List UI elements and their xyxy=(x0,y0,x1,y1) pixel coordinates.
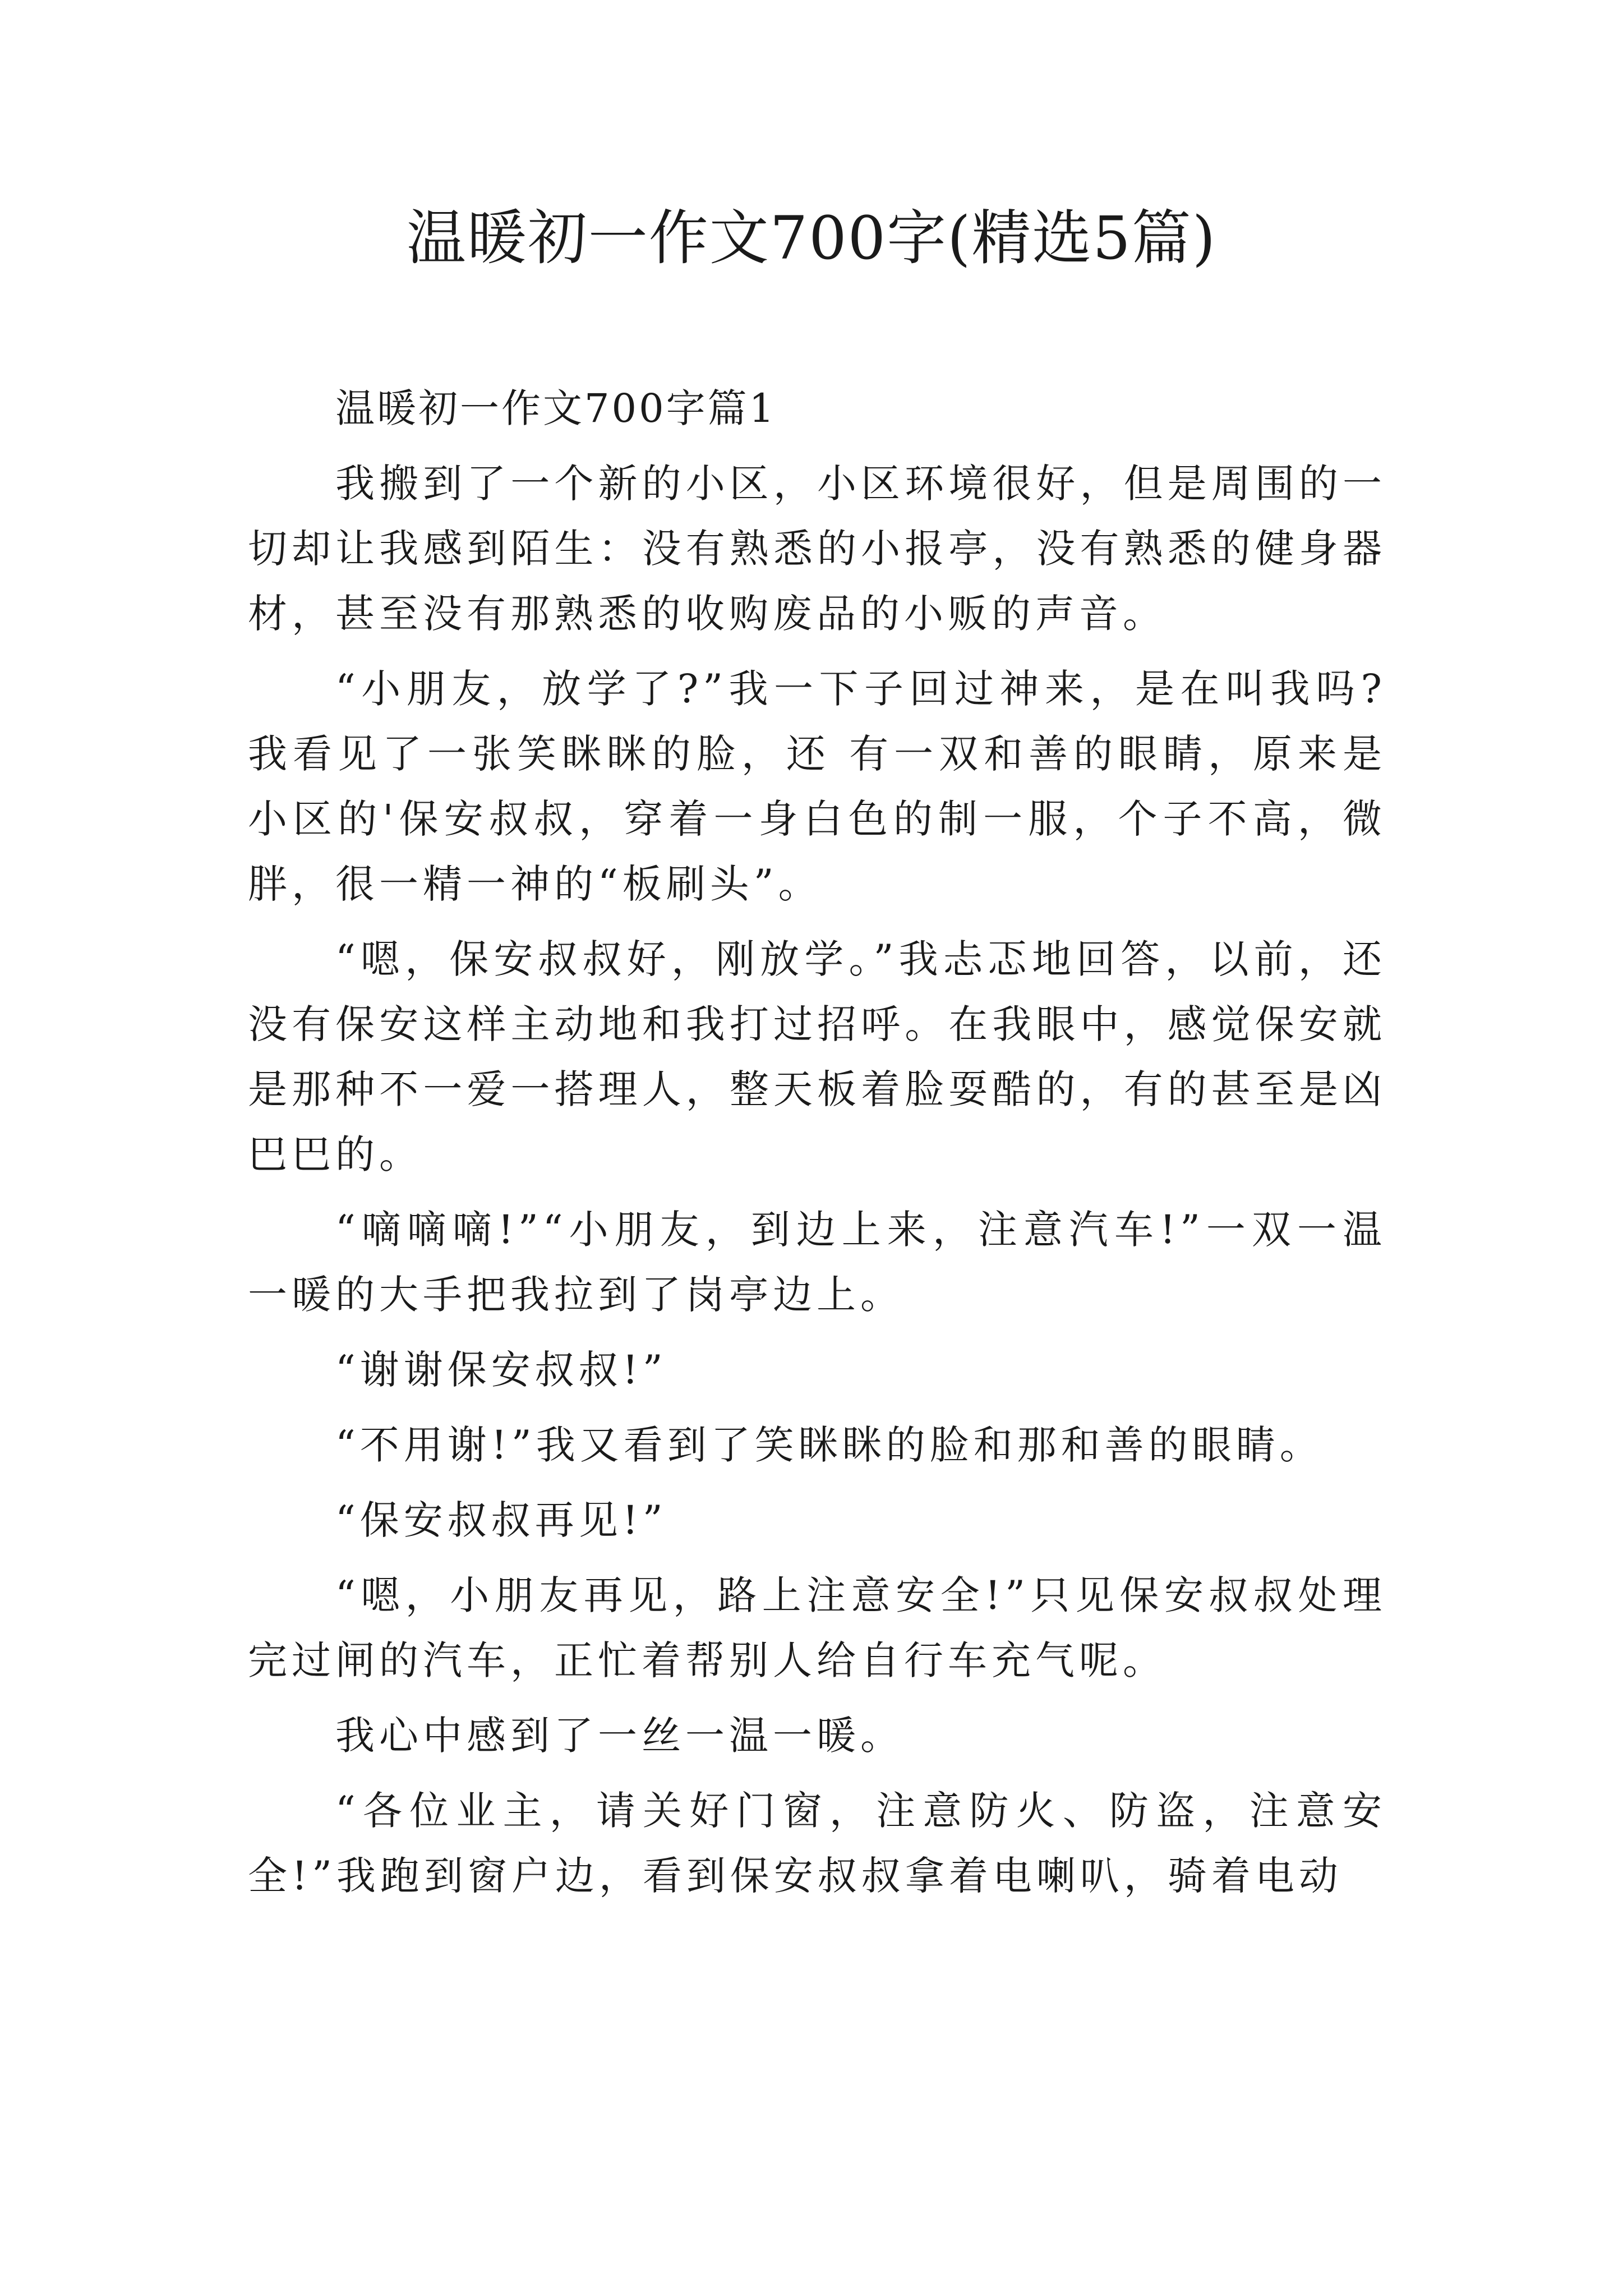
paragraph: “小朋友，放学了?”我一下子回过神来，是在叫我吗?我看见了一张笑眯眯的脸，还 有一双和善的眼睛，原来是小区的'保安叔叔，穿着一身白色的制一服，个子不高，微胖，很一精一神的“板刷头”。 xyxy=(248,666,1386,907)
paragraph: “嘀嘀嘀!”“小朋友，到边上来，注意汽车!”一双一温一暖的大手把我拉到了岗亭边上。 xyxy=(248,1207,1386,1318)
section-heading: 温暖初一作文700字篇1 xyxy=(335,385,777,431)
paragraph: 我搬到了一个新的小区，小区环境很好，但是周围的一切却让我感到陌生：没有熟悉的小报亭，没有熟悉的健身器材，甚至没有那熟悉的收购废品的小贩的声音。 xyxy=(248,461,1386,637)
document-body xyxy=(248,376,1386,1918)
document-title: 温暖初一作文700字(精选5篇) xyxy=(406,204,1217,273)
paragraph: “嗯，小朋友再见，路上注意安全!”只见保安叔叔处理完过闸的汽车，正忙着帮别人给自行车充气呢。 xyxy=(248,1572,1386,1683)
paragraph: 我心中感到了一丝一温一暖。 xyxy=(335,1713,904,1759)
paragraph: “不用谢!”我又看到了笑眯眯的脸和那和善的眼睛。 xyxy=(335,1422,1324,1468)
paragraph: “各位业主，请关好门窗，注意防火、防盗，注意安全!”我跑到窗户边，看到保安叔叔拿着电喇叭，骑着电动 xyxy=(248,1788,1386,1899)
paragraph: “谢谢保安叔叔!” xyxy=(335,1347,667,1393)
paragraph: “保安叔叔再见!” xyxy=(335,1497,667,1543)
paragraph: “嗯，保安叔叔好，刚放学。”我忐忑地回答，以前，还 没有保安这样主动地和我打过招呼。在我眼中，感觉保安就是那种不一爱一搭理人，整天板着脸耍酷的，有的甚至是凶巴巴的。 xyxy=(248,936,1386,1177)
